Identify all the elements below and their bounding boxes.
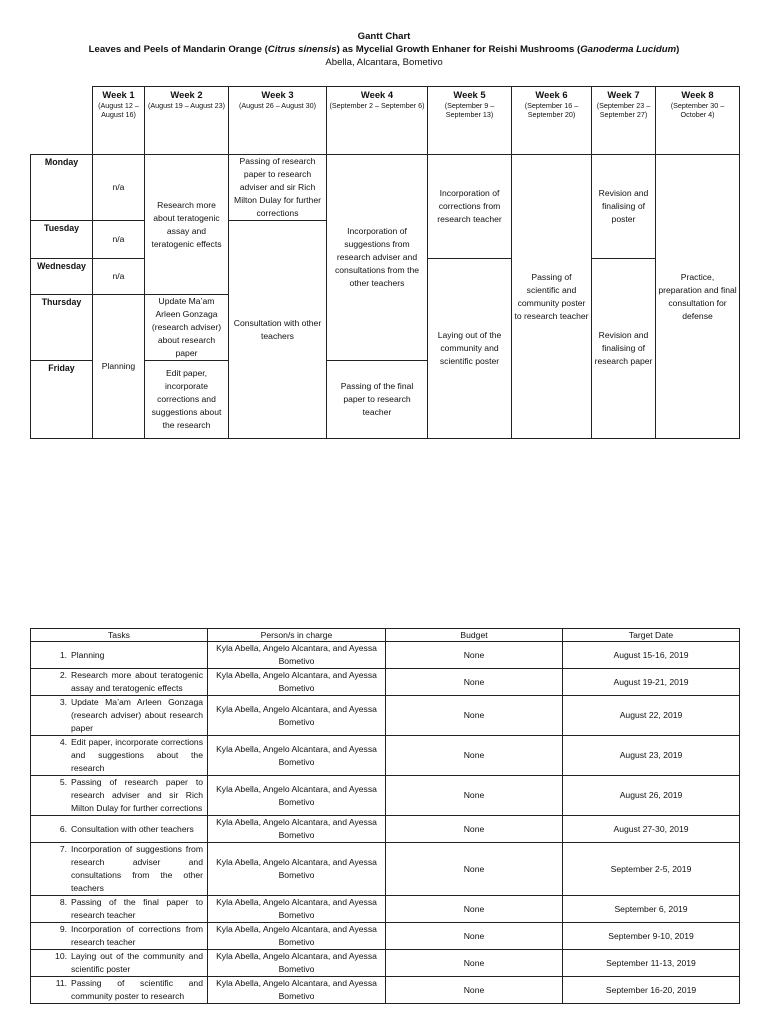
- gantt-cell-w5-layout: Laying out of the community and scientific poster: [428, 259, 512, 439]
- day-label-thursday: Thursday: [31, 295, 93, 361]
- task-cell: 1. Planning: [31, 642, 208, 669]
- table-row: [31, 977, 740, 1004]
- budget-cell: None: [386, 950, 563, 977]
- day-label-friday: Friday: [31, 361, 93, 439]
- task-cell: 6. Consultation with other teachers: [31, 816, 208, 843]
- person-cell: Kyla Abella, Angelo Alcantara, and Ayessa Bometivo: [208, 816, 386, 843]
- table-row: [31, 696, 740, 736]
- budget-cell: None: [386, 977, 563, 1004]
- date-cell: August 22, 2019: [563, 696, 740, 736]
- table-row: [31, 642, 740, 669]
- gantt-cell-w3-passing: Passing of research paper to research adviser and sir Rich Milton Dulay for further corrections: [229, 155, 327, 221]
- gantt-table: [30, 86, 740, 439]
- gantt-cell-w1-monday: n/a: [93, 155, 145, 221]
- date-cell: September 11-13, 2019: [563, 950, 740, 977]
- document-header: [0, 30, 768, 69]
- week-header: Week 6 (September 16 – September 20): [512, 87, 592, 155]
- task-cell: 3. Update Ma’am Arleen Gonzaga (research adviser) about research paper: [31, 696, 208, 736]
- task-cell: 5. Passing of research paper to research adviser and sir Rich Milton Dulay for further corrections: [31, 776, 208, 816]
- task-cell: 10. Laying out of the community and scientific poster: [31, 950, 208, 977]
- task-cell: 8. Passing of the final paper to research teacher: [31, 896, 208, 923]
- gantt-cell-w4-final-paper: Passing of the final paper to research teacher: [327, 361, 428, 439]
- gantt-cell-w4-incorporation: Incorporation of suggestions from research adviser and consultations from the other teachers: [327, 155, 428, 361]
- column-header-date: Target Date: [563, 629, 740, 642]
- gantt-cell-w8-defense: Practice, preparation and final consultation for defense: [656, 155, 740, 439]
- date-cell: August 19-21, 2019: [563, 669, 740, 696]
- budget-cell: None: [386, 736, 563, 776]
- gantt-cell-w7-poster: Revision and finalising of poster: [592, 155, 656, 259]
- gantt-cell-w1-planning: Planning: [93, 295, 145, 439]
- gantt-cell-w2-research: Research more about teratogenic assay and teratogenic effects: [145, 155, 229, 295]
- task-cell: 4. Edit paper, incorporate corrections and suggestions about the research: [31, 736, 208, 776]
- gantt-cell-w1-wednesday: n/a: [93, 259, 145, 295]
- week-header: Week 1 (August 12 – August 16): [93, 87, 145, 155]
- budget-cell: None: [386, 843, 563, 896]
- week-header: Week 8 (September 30 – October 4): [656, 87, 740, 155]
- date-cell: September 2-5, 2019: [563, 843, 740, 896]
- person-cell: Kyla Abella, Angelo Alcantara, and Ayessa Bometivo: [208, 977, 386, 1004]
- date-cell: September 6, 2019: [563, 896, 740, 923]
- budget-cell: None: [386, 816, 563, 843]
- person-cell: Kyla Abella, Angelo Alcantara, and Ayessa Bometivo: [208, 669, 386, 696]
- table-row: [31, 736, 740, 776]
- person-cell: Kyla Abella, Angelo Alcantara, and Ayessa Bometivo: [208, 642, 386, 669]
- column-header-budget: Budget: [386, 629, 563, 642]
- person-cell: Kyla Abella, Angelo Alcantara, and Ayessa Bometivo: [208, 923, 386, 950]
- task-table: [30, 628, 740, 1004]
- task-cell: 11. Passing of scientific and community poster to research: [31, 977, 208, 1004]
- date-cell: August 15-16, 2019: [563, 642, 740, 669]
- gantt-cell-w2-update: Update Ma’am Arleen Gonzaga (research adviser) about research paper: [145, 295, 229, 361]
- date-cell: August 23, 2019: [563, 736, 740, 776]
- gantt-cell-w7-paper: Revision and finalising of research paper: [592, 259, 656, 439]
- gantt-cell-w5-corrections: Incorporation of corrections from research teacher: [428, 155, 512, 259]
- table-row: [31, 923, 740, 950]
- gantt-cell-w1-tuesday: n/a: [93, 221, 145, 259]
- budget-cell: None: [386, 923, 563, 950]
- doc-title: Leaves and Peels of Mandarin Orange (Citrus sinensis) as Mycelial Growth Enhaner for Reishi Mushrooms (Ganoderma Lucidum): [88, 44, 680, 55]
- budget-cell: None: [386, 696, 563, 736]
- doc-heading: Gantt Chart: [357, 31, 411, 42]
- task-cell: 2. Research more about teratogenic assay and teratogenic effects: [31, 669, 208, 696]
- column-header-person: Person/s in charge: [208, 629, 386, 642]
- person-cell: Kyla Abella, Angelo Alcantara, and Ayessa Bometivo: [208, 950, 386, 977]
- week-header: Week 2 (August 19 – August 23): [145, 87, 229, 155]
- week-header: Week 4 (September 2 – September 6): [327, 87, 428, 155]
- person-cell: Kyla Abella, Angelo Alcantara, and Ayessa Bometivo: [208, 896, 386, 923]
- day-label-wednesday: Wednesday: [31, 259, 93, 295]
- person-cell: Kyla Abella, Angelo Alcantara, and Ayessa Bometivo: [208, 736, 386, 776]
- gantt-cell-w2-edit: Edit paper, incorporate corrections and suggestions about the research: [145, 361, 229, 439]
- table-row: [31, 816, 740, 843]
- person-cell: Kyla Abella, Angelo Alcantara, and Ayessa Bometivo: [208, 776, 386, 816]
- date-cell: August 27-30, 2019: [563, 816, 740, 843]
- column-header-tasks: Tasks: [31, 629, 208, 642]
- task-cell: 7. Incorporation of suggestions from research adviser and consultations from the other teachers: [31, 843, 208, 896]
- date-cell: August 26, 2019: [563, 776, 740, 816]
- person-cell: Kyla Abella, Angelo Alcantara, and Ayessa Bometivo: [208, 696, 386, 736]
- day-label-tuesday: Tuesday: [31, 221, 93, 259]
- table-row: [31, 843, 740, 896]
- budget-cell: None: [386, 642, 563, 669]
- date-cell: September 9-10, 2019: [563, 923, 740, 950]
- date-cell: September 16-20, 2019: [563, 977, 740, 1004]
- week-header: Week 7 (September 23 –September 27): [592, 87, 656, 155]
- budget-cell: None: [386, 776, 563, 816]
- budget-cell: None: [386, 669, 563, 696]
- table-row: [31, 776, 740, 816]
- doc-authors: Abella, Alcantara, Bometivo: [325, 57, 443, 68]
- table-row: [31, 950, 740, 977]
- table-row: [31, 669, 740, 696]
- task-cell: 9. Incorporation of corrections from research teacher: [31, 923, 208, 950]
- gantt-cell-w6-poster: Passing of scientific and community poster to research teacher: [512, 155, 592, 439]
- person-cell: Kyla Abella, Angelo Alcantara, and Ayessa Bometivo: [208, 843, 386, 896]
- gantt-cell-w3-consultation: Consultation with other teachers: [229, 221, 327, 439]
- budget-cell: None: [386, 896, 563, 923]
- corner-cell: [31, 87, 93, 155]
- week-header: Week 3 (August 26 – August 30): [229, 87, 327, 155]
- day-label-monday: Monday: [31, 155, 93, 221]
- week-header: Week 5 (September 9 – September 13): [428, 87, 512, 155]
- table-row: [31, 896, 740, 923]
